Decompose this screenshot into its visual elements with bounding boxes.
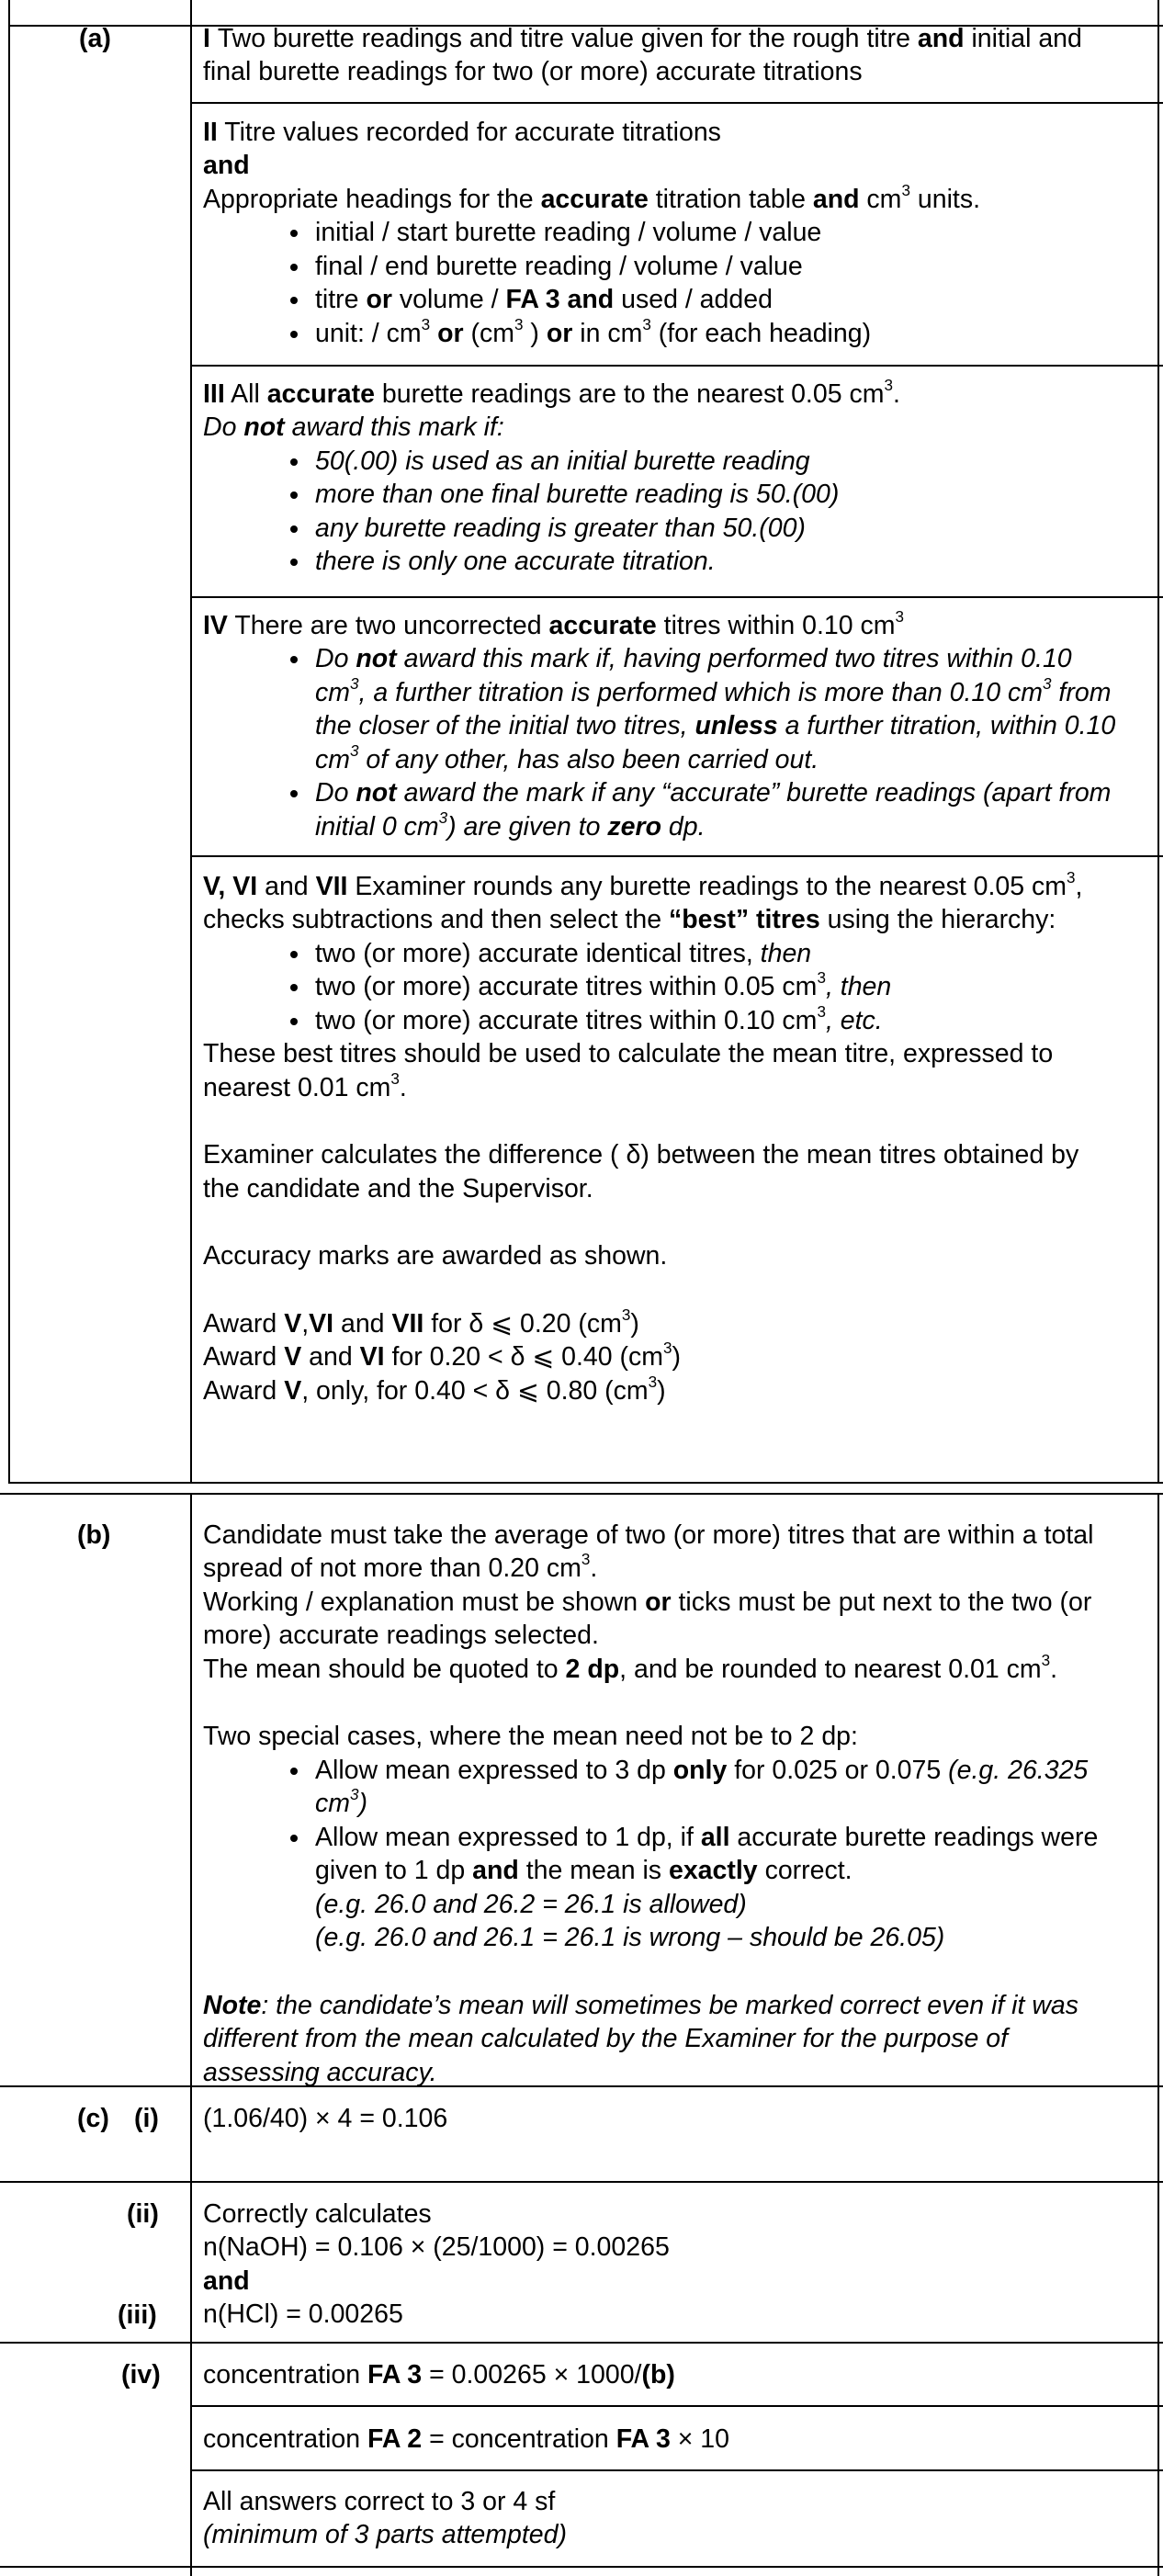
- part-c-iii-label: (iii): [118, 2300, 157, 2330]
- part-c-iv-line3: All answers correct to 3 or 4 sf (minimum of 3 parts attempted): [203, 2487, 567, 2550]
- part-a-label: (a): [79, 24, 111, 53]
- list-item: • two (or more) accurate titres within 0.10 $cm^3$, etc.: [311, 1004, 1122, 1037]
- list-item: • Do not award the mark if any “accurate” burette readings (apart from initial 0 $cm^3$) are given to zero dp.: [311, 776, 1122, 843]
- heading-list: [203, 216, 1122, 350]
- part-c-iv-label: (iv): [121, 2360, 161, 2390]
- part-c-ii-iii-content: Correctly calculates n(NaOH) = 0.106 × (25/1000) = 0.00265 and n(HCl) = 0.00265: [203, 2199, 670, 2330]
- list-item: • Allow mean expressed to 1 dp, if all accurate burette readings were given to 1 dp and the mean is exactly correct. (e.g. 26.0 and 26.2 = 26.1 is allowed) (e.g. 26.0 and 26.1 = 26.1 is wrong – should be 26.05): [311, 1821, 1122, 1955]
- list-item: • titre or volume / FA 3 and used / added: [311, 283, 1122, 316]
- list-item: • any burette reading is greater than 50.(00): [311, 512, 1122, 545]
- mark-point-V-VI-VII: V, VI and VII Examiner rounds any burette readings to the nearest 0.05 $cm^3$, checks subtractions and then select the “best” titres using the hierarchy: • two (or more) accurate identical titres, then • two (or more) accurate titres within 0.05 $cm^3$, then • two (or more) accurate titres within 0.10 $cm^3$, etc. These best titres should be used to calculate the mean titre, expressed to nearest 0.01 $cm^3$. Examiner calculates the difference ( δ) between the mean titres obtained by the candidate and the Supervisor. Accuracy marks are awarded as shown. Award V,VI and VII for δ ⩽ 0.20 $(cm^3)$ Award V and VI for 0.20 < δ ⩽ 0.40 $(cm^3)$ Award V, only, for 0.40 < δ ⩽ 0.80 $(cm^3)$: [203, 870, 1122, 1407]
- part-b-label: (b): [77, 1520, 111, 1550]
- mark-point-IV: IV There are two uncorrected accurate titres within 0.10 $cm^3$ • Do not award this mark if, having performed two titres within 0.10 $cm^3$, a further titration is performed which is more than 0.10 $cm^3$ from the closer of the initial two titres, unless a further titration, within 0.10 $cm^3$ of any other, has also been carried out. • Do not award the mark if any “accurate” burette readings (apart from initial 0 $cm^3$) are given to zero dp.: [203, 609, 1122, 843]
- list-item: • initial / start burette reading / volume / value: [311, 216, 1122, 249]
- part-c-iv-line2: concentration FA 2 = concentration FA 3 × 10: [203, 2424, 730, 2454]
- mark-point-I: I Two burette readings and titre value given for the rough titre and initial and final burette readings for two (or more) accurate titrations: [203, 24, 1082, 87]
- list-item: • Do not award this mark if, having performed two titres within 0.10 $cm^3$, a further titration is performed which is more than 0.10 $cm^3$ from the closer of the initial two titres, unless a further titration, within 0.10 $cm^3$ of any other, has also been carried out.: [311, 642, 1122, 776]
- part-c-ii-label: (ii): [127, 2199, 159, 2229]
- list-item: • Allow mean expressed to 3 dp only for 0.025 or 0.075 (e.g. 26.325 $cm^3$): [311, 1754, 1122, 1821]
- list-item: • 50(.00) is used as an initial burette reading: [311, 445, 1122, 478]
- list-item: • more than one final burette reading is 50.(00): [311, 478, 1122, 511]
- list-item: • two (or more) accurate identical titres, then: [311, 937, 1122, 970]
- list-item: • there is only one accurate titration.: [311, 545, 1122, 578]
- list-item: • final / end burette reading / volume / value: [311, 250, 1122, 283]
- list-item: • two (or more) accurate titres within 0.05 $cm^3$, then: [311, 970, 1122, 1003]
- part-c-i-content: (1.06/40) × 4 = 0.106: [203, 2104, 448, 2133]
- mark-point-III: III All accurate burette readings are to the nearest 0.05 $cm^3$. Do not award this mark if: • 50(.00) is used as an initial burette reading • more than one final burette reading is 50.(00) • any burette reading is greater than 50.(00) • there is only one accurate titration.: [203, 378, 1122, 579]
- part-c-i-label: (i): [134, 2104, 159, 2133]
- part-c-iv-line1: concentration FA 3 = 0.00265 × 1000/(b): [203, 2360, 675, 2390]
- list-item: • unit: / $cm^3$ or ($cm^3$ ) or in $cm^3$ (for each heading): [311, 317, 1122, 350]
- part-c-label: (c): [77, 2104, 109, 2133]
- mark-point-II: II Titre values recorded for accurate titrations and Appropriate headings for the accurate titration table and $cm^3$ units. • initial / start burette reading / volume / value • final / end burette reading / volume / value • titre or volume / FA 3 and used / added • unit: / $cm^3$ or ($cm^3$ ) or in $cm^3$ (for each heading): [203, 116, 1122, 350]
- part-b-content: Candidate must take the average of two (or more) titres that are within a total spread of not more than 0.20 $cm^3$. Working / explanation must be shown or ticks must be put next to the two (or more) accurate readings selected. The mean should be quoted to 2 dp, and be rounded to nearest 0.01 $cm^3$. Two special cases, where the mean need not be to 2 dp: • Allow mean expressed to 3 dp only for 0.025 or 0.075 (e.g. 26.325 $cm^3$) • Allow mean expressed to 1 dp, if all accurate burette readings were given to 1 dp and the mean is exactly correct. (e.g. 26.0 and 26.2 = 26.1 is allowed) (e.g. 26.0 and 26.1 = 26.1 is wrong – should be 26.05) Note: the candidate’s mean will sometimes be marked correct even if it was different from the mean calculated by the Examiner for the purpose of assessing accuracy.: [203, 1519, 1122, 2089]
